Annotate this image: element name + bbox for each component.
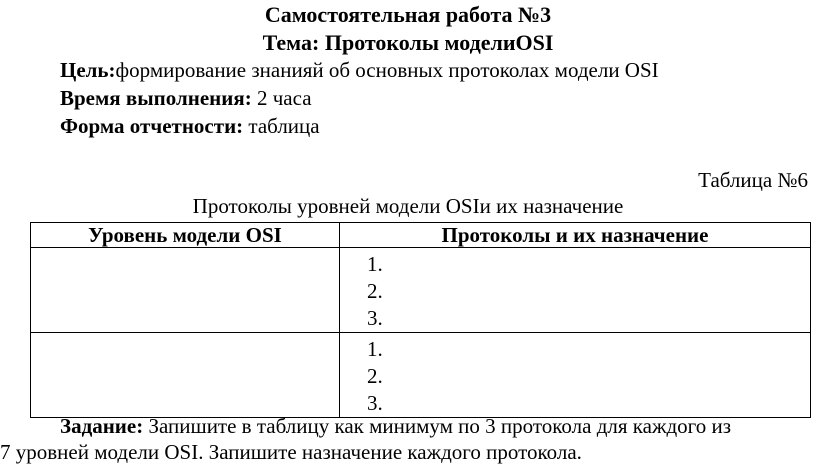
level-cell [31, 248, 340, 333]
task-label: Задание: [60, 414, 144, 438]
list-item: 3. [367, 391, 383, 415]
column-header-level: Уровень модели OSI [31, 223, 340, 248]
protocols-table [30, 222, 811, 418]
numbered-list [340, 248, 810, 332]
table-row [31, 248, 811, 333]
list-item: 1. [367, 337, 383, 361]
table-header-row [31, 223, 811, 248]
report-line [60, 116, 320, 137]
report-label: Форма отчетности: [60, 114, 244, 138]
document-topic: Тема: Протоколы моделиOSI [262, 30, 554, 55]
list-item: 2. [367, 364, 383, 388]
document-title: Самостоятельная работа №3 [264, 2, 552, 27]
list-item: 2. [367, 279, 383, 303]
protocols-cell [340, 248, 811, 333]
level-cell [31, 333, 340, 418]
time-text: 2 часа [251, 86, 312, 110]
time-line [60, 88, 312, 109]
table-number: Таблица №6 [698, 168, 808, 192]
protocols-cell [340, 333, 811, 418]
table-row [31, 333, 811, 418]
table-caption: Протоколы уровней модели OSIи их назначение [192, 194, 624, 218]
report-text: таблица [243, 114, 320, 138]
goal-line [60, 60, 659, 81]
time-label: Время выполнения: [60, 86, 252, 110]
column-header-protocols: Протоколы и их назначение [340, 223, 811, 248]
list-item: 1. [367, 252, 383, 276]
goal-label: Цель: [60, 58, 116, 82]
task-text-1: Запишите в таблицу как минимум по 3 протокола для каждого из [143, 414, 732, 438]
list-item: 3. [367, 306, 383, 330]
goal-text: формирование знанияй об основных протоколах модели OSI [115, 58, 659, 82]
task-line-1 [60, 416, 731, 437]
numbered-list [340, 333, 810, 417]
task-line-2: 7 уровней модели OSI. Запишите назначение каждого протокола. [0, 440, 582, 464]
